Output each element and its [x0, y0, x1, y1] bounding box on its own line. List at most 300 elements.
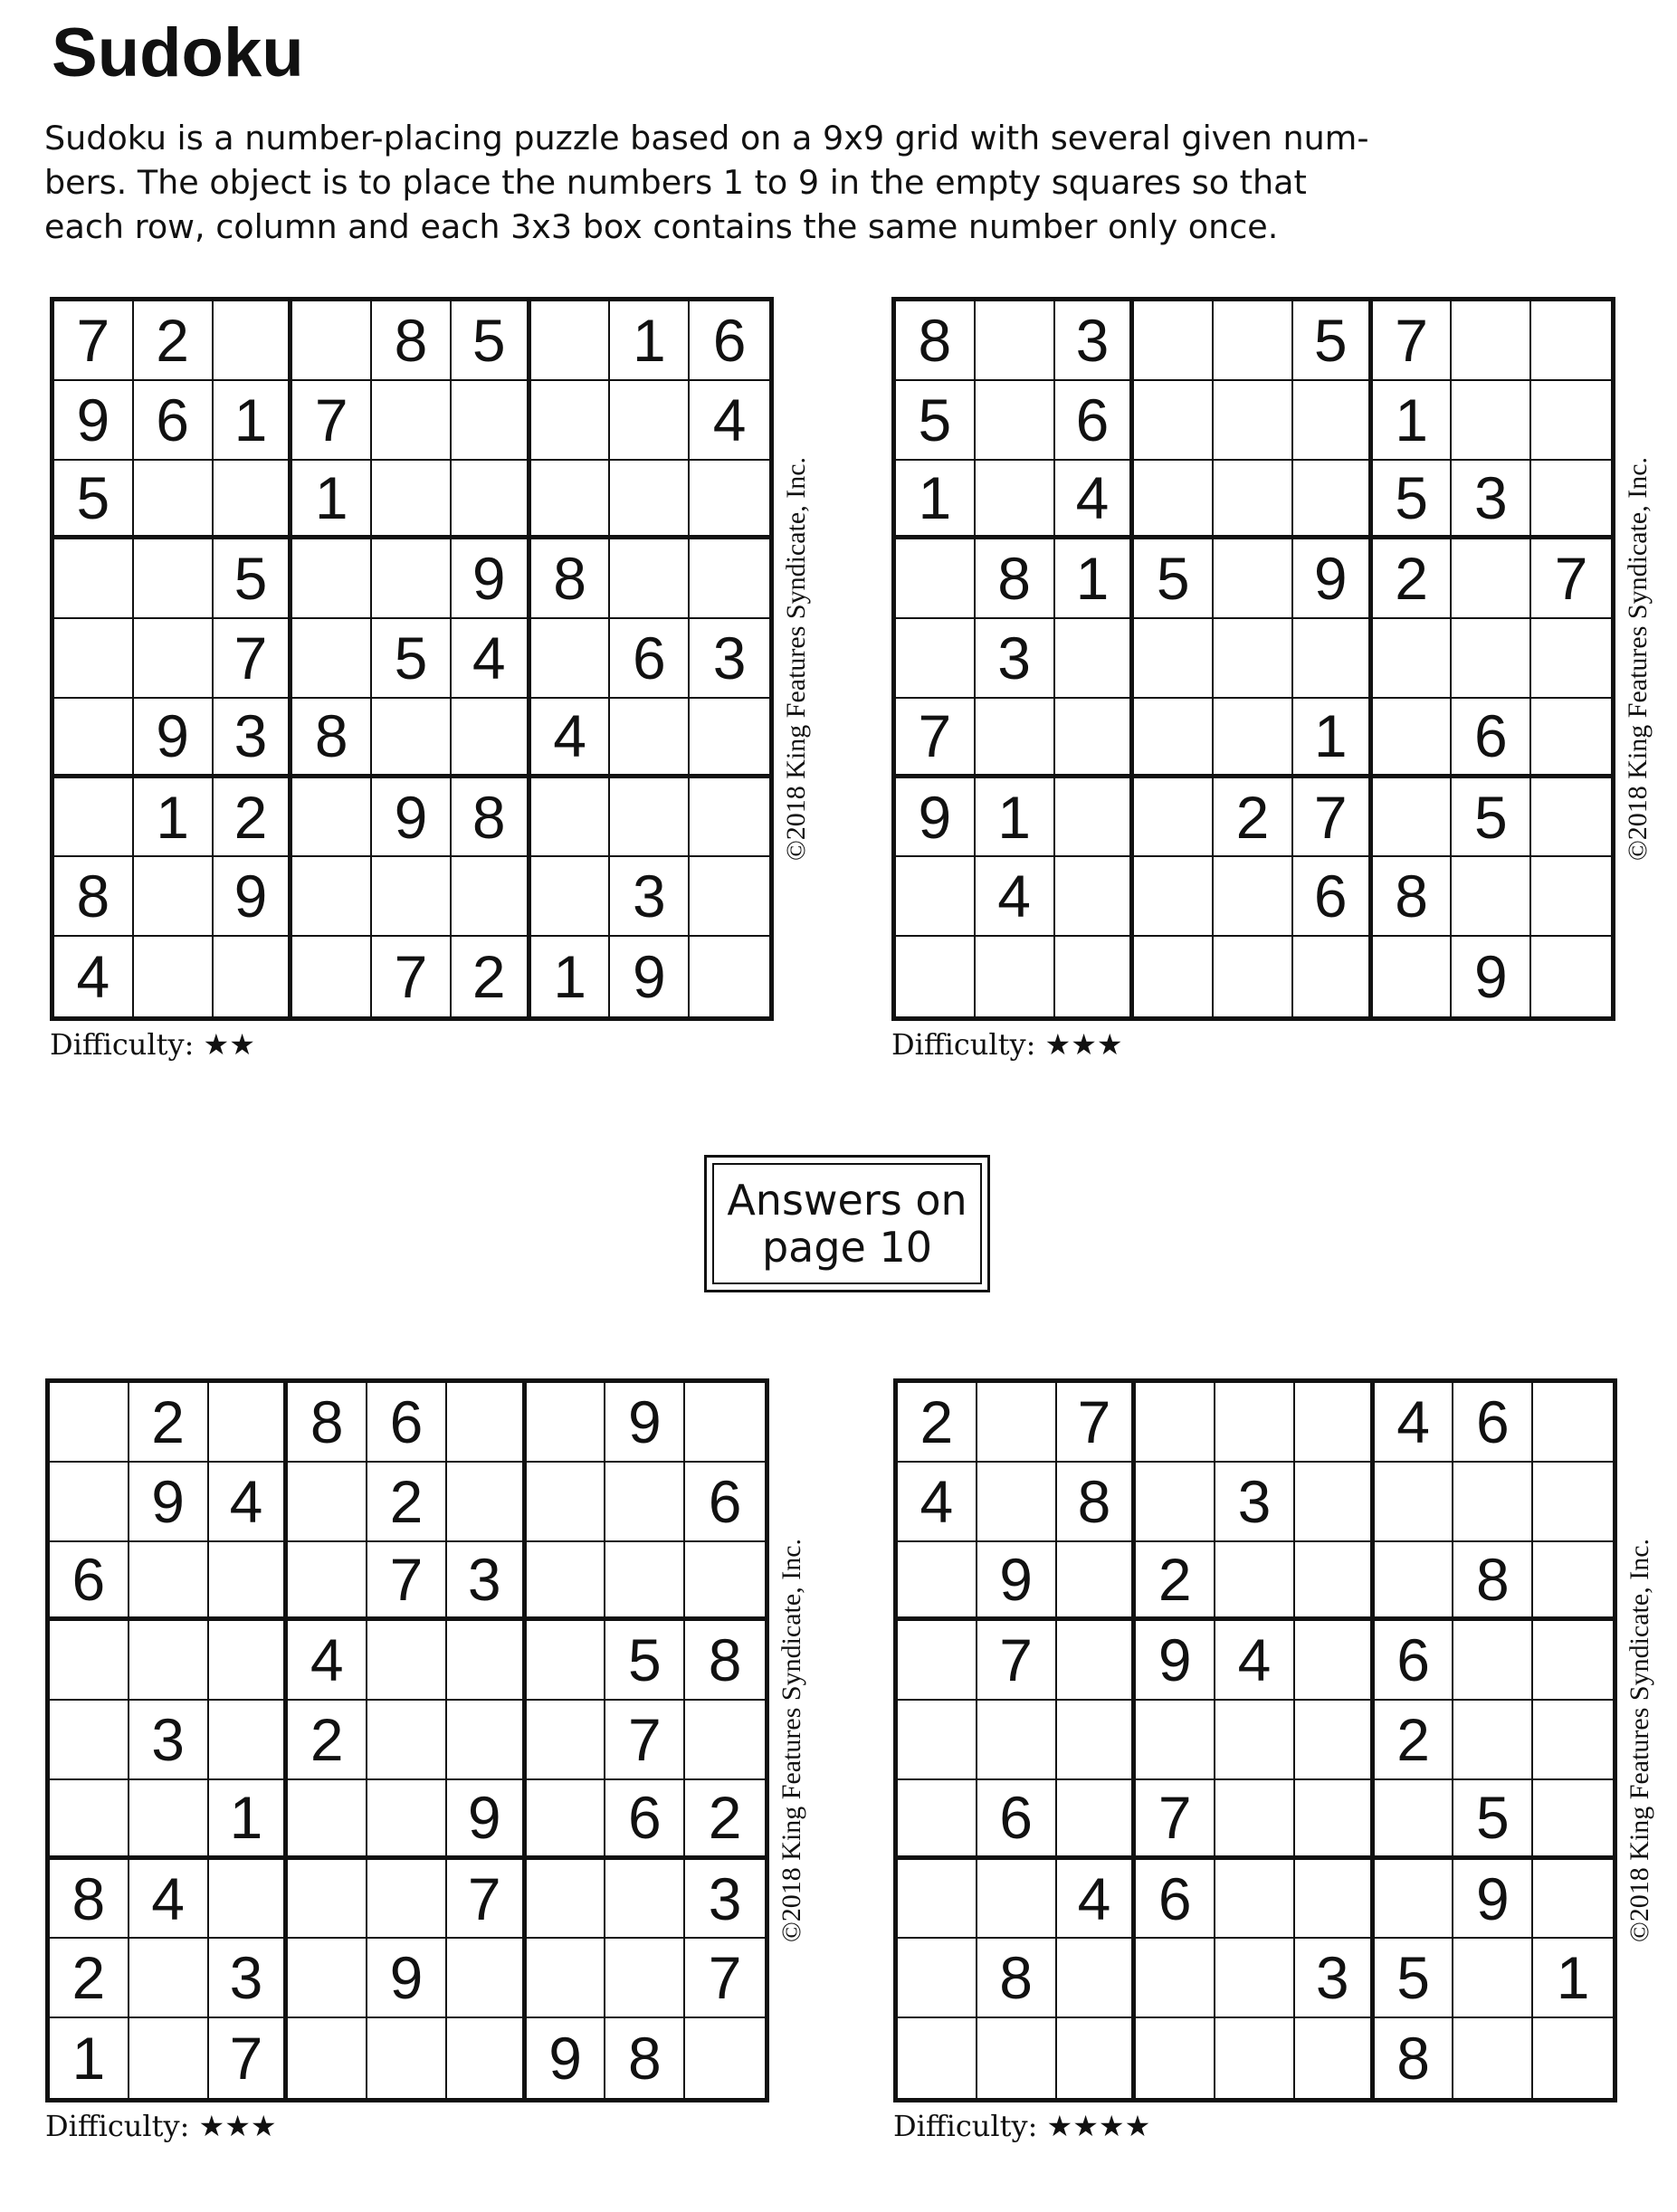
- sudoku-cell: [1136, 1463, 1215, 1542]
- sudoku-cell: [54, 778, 134, 858]
- copyright-text: ©2018 King Features Syndicate, Inc.: [781, 456, 811, 862]
- sudoku-cell: [447, 1621, 527, 1701]
- sudoku-cell: [292, 857, 372, 937]
- sudoku-cell: 3: [1055, 301, 1135, 381]
- sudoku-cell: [1295, 1701, 1375, 1780]
- sudoku-cell: [605, 1939, 685, 2018]
- sudoku-cell: [1375, 1860, 1454, 1940]
- sudoku-cell: [1531, 778, 1611, 858]
- sudoku-cell: 1: [209, 1780, 289, 1860]
- sudoku-cell: [685, 1383, 765, 1463]
- sudoku-cell: 2: [288, 1701, 367, 1780]
- sudoku-cell: [1375, 1463, 1454, 1542]
- sudoku-cell: 4: [898, 1463, 977, 1542]
- sudoku-puzzle-1: [50, 297, 815, 1066]
- sudoku-cell: [531, 381, 611, 461]
- sudoku-cell: [292, 619, 372, 699]
- sudoku-cell: [292, 301, 372, 381]
- sudoku-cell: [690, 937, 769, 1016]
- sudoku-cell: [527, 1463, 606, 1542]
- sudoku-cell: [1136, 1383, 1215, 1463]
- sudoku-cell: 1: [1373, 381, 1453, 461]
- sudoku-cell: 9: [1136, 1621, 1215, 1701]
- sudoku-cell: 9: [134, 699, 214, 778]
- copyright-text: ©2018 King Features Syndicate, Inc.: [1623, 456, 1653, 862]
- sudoku-cell: [1375, 1542, 1454, 1622]
- sudoku-cell: [1214, 461, 1293, 540]
- sudoku-cell: 9: [1452, 937, 1531, 1016]
- sudoku-cell: 7: [1531, 539, 1611, 619]
- sudoku-cell: [50, 1621, 129, 1701]
- answers-note-box: [704, 1155, 990, 1292]
- sudoku-cell: 7: [977, 1621, 1057, 1701]
- sudoku-cell: 3: [209, 1939, 289, 2018]
- sudoku-cell: [1452, 857, 1531, 937]
- sudoku-cell: [527, 1780, 606, 1860]
- sudoku-cell: [1295, 1542, 1375, 1622]
- sudoku-cell: [292, 937, 372, 1016]
- sudoku-cell: [1295, 1383, 1375, 1463]
- sudoku-cell: [1375, 1780, 1454, 1860]
- sudoku-cell: [1057, 1621, 1137, 1701]
- sudoku-cell: [605, 1860, 685, 1940]
- sudoku-cell: 9: [372, 778, 452, 858]
- sudoku-cell: [1293, 937, 1373, 1016]
- sudoku-cell: [452, 857, 531, 937]
- sudoku-cell: [54, 539, 134, 619]
- sudoku-cell: 6: [690, 301, 769, 381]
- sudoku-cell: 9: [54, 381, 134, 461]
- sudoku-cell: 7: [1373, 301, 1453, 381]
- sudoku-cell: 2: [50, 1939, 129, 2018]
- sudoku-cell: [685, 2018, 765, 2098]
- sudoku-cell: [1533, 1780, 1613, 1860]
- sudoku-cell: [1533, 2018, 1613, 2098]
- sudoku-cell: [976, 461, 1055, 540]
- sudoku-cell: 6: [605, 1780, 685, 1860]
- sudoku-cell: 4: [209, 1463, 289, 1542]
- sudoku-cell: [1214, 301, 1293, 381]
- sudoku-cell: [214, 937, 293, 1016]
- sudoku-cell: 2: [1373, 539, 1453, 619]
- sudoku-cell: [1533, 1621, 1613, 1701]
- sudoku-cell: [367, 1860, 447, 1940]
- sudoku-cell: [1055, 619, 1135, 699]
- sudoku-cell: 3: [214, 699, 293, 778]
- sudoku-cell: [447, 1701, 527, 1780]
- sudoku-cell: [1531, 619, 1611, 699]
- sudoku-cell: 1: [610, 301, 690, 381]
- sudoku-cell: [610, 461, 690, 540]
- sudoku-cell: 3: [447, 1542, 527, 1622]
- sudoku-cell: 9: [977, 1542, 1057, 1622]
- sudoku-cell: 1: [1293, 699, 1373, 778]
- sudoku-cell: 5: [54, 461, 134, 540]
- sudoku-cell: [288, 1860, 367, 1940]
- sudoku-cell: 6: [1375, 1621, 1454, 1701]
- sudoku-cell: [610, 539, 690, 619]
- sudoku-cell: 1: [134, 778, 214, 858]
- sudoku-cell: [896, 857, 976, 937]
- sudoku-cell: 8: [54, 857, 134, 937]
- sudoku-cell: [1293, 381, 1373, 461]
- sudoku-grid: [891, 297, 1615, 1021]
- sudoku-cell: [1214, 699, 1293, 778]
- sudoku-cell: [896, 539, 976, 619]
- sudoku-cell: [1214, 539, 1293, 619]
- sudoku-cell: [1215, 1860, 1295, 1940]
- sudoku-cell: [527, 1701, 606, 1780]
- sudoku-cell: [527, 1542, 606, 1622]
- sudoku-cell: 9: [452, 539, 531, 619]
- sudoku-cell: 6: [50, 1542, 129, 1622]
- sudoku-cell: 9: [447, 1780, 527, 1860]
- sudoku-cell: [129, 1621, 209, 1701]
- sudoku-cell: [134, 857, 214, 937]
- sudoku-cell: [372, 539, 452, 619]
- sudoku-cell: 7: [1293, 778, 1373, 858]
- sudoku-cell: 5: [1453, 1780, 1533, 1860]
- sudoku-cell: [690, 778, 769, 858]
- sudoku-cell: 5: [896, 381, 976, 461]
- sudoku-cell: 6: [1452, 699, 1531, 778]
- sudoku-cell: 1: [292, 461, 372, 540]
- sudoku-cell: [898, 1542, 977, 1622]
- sudoku-cell: 7: [372, 937, 452, 1016]
- sudoku-cell: 2: [452, 937, 531, 1016]
- sudoku-cell: [1533, 1860, 1613, 1940]
- sudoku-cell: [367, 1701, 447, 1780]
- sudoku-cell: [1453, 1621, 1533, 1701]
- sudoku-cell: [50, 1701, 129, 1780]
- sudoku-cell: [527, 1621, 606, 1701]
- sudoku-cell: [50, 1463, 129, 1542]
- sudoku-cell: 1: [976, 778, 1055, 858]
- sudoku-cell: [288, 1780, 367, 1860]
- sudoku-cell: [1134, 461, 1214, 540]
- sudoku-cell: 3: [1295, 1939, 1375, 2018]
- sudoku-puzzle-2: [891, 297, 1656, 1066]
- sudoku-cell: [1533, 1463, 1613, 1542]
- sudoku-cell: 7: [214, 619, 293, 699]
- sudoku-cell: [685, 1701, 765, 1780]
- sudoku-cell: 6: [1055, 381, 1135, 461]
- sudoku-cell: [976, 301, 1055, 381]
- sudoku-cell: 4: [976, 857, 1055, 937]
- sudoku-cell: 9: [1453, 1860, 1533, 1940]
- sudoku-cell: [54, 699, 134, 778]
- sudoku-cell: 4: [1375, 1383, 1454, 1463]
- sudoku-cell: [1055, 857, 1135, 937]
- sudoku-cell: [1531, 857, 1611, 937]
- sudoku-cell: 7: [367, 1542, 447, 1622]
- sudoku-cell: [531, 461, 611, 540]
- sudoku-cell: [372, 699, 452, 778]
- sudoku-cell: [1452, 619, 1531, 699]
- sudoku-cell: 3: [685, 1860, 765, 1940]
- sudoku-grid: [50, 297, 774, 1021]
- instructions: [44, 116, 1369, 249]
- sudoku-cell: 2: [1375, 1701, 1454, 1780]
- sudoku-cell: 4: [452, 619, 531, 699]
- difficulty-rating: Difficulty: ★★★★: [893, 2109, 1151, 2143]
- sudoku-cell: [292, 778, 372, 858]
- sudoku-cell: [977, 1463, 1057, 1542]
- sudoku-cell: [372, 381, 452, 461]
- sudoku-cell: [209, 1383, 289, 1463]
- sudoku-cell: [288, 1939, 367, 2018]
- sudoku-cell: [1215, 2018, 1295, 2098]
- sudoku-cell: 9: [896, 778, 976, 858]
- sudoku-cell: [452, 461, 531, 540]
- sudoku-cell: 8: [292, 699, 372, 778]
- sudoku-cell: [1531, 937, 1611, 1016]
- sudoku-cell: [977, 2018, 1057, 2098]
- sudoku-cell: [1055, 699, 1135, 778]
- sudoku-cell: [1215, 1939, 1295, 2018]
- sudoku-cell: 7: [685, 1939, 765, 2018]
- sudoku-cell: [898, 1701, 977, 1780]
- sudoku-cell: [1533, 1383, 1613, 1463]
- sudoku-cell: [976, 381, 1055, 461]
- sudoku-cell: 7: [209, 2018, 289, 2098]
- sudoku-cell: [1057, 1542, 1137, 1622]
- sudoku-cell: 9: [527, 2018, 606, 2098]
- sudoku-cell: 6: [610, 619, 690, 699]
- sudoku-cell: 4: [690, 381, 769, 461]
- sudoku-cell: [129, 2018, 209, 2098]
- sudoku-cell: [447, 2018, 527, 2098]
- answers-note-line: Answers on: [727, 1176, 967, 1225]
- sudoku-cell: [1453, 1463, 1533, 1542]
- sudoku-cell: [1055, 937, 1135, 1016]
- sudoku-cell: [288, 1463, 367, 1542]
- sudoku-cell: 4: [1055, 461, 1135, 540]
- sudoku-cell: 5: [214, 539, 293, 619]
- sudoku-cell: 6: [1453, 1383, 1533, 1463]
- sudoku-cell: 5: [1134, 539, 1214, 619]
- sudoku-cell: [977, 1701, 1057, 1780]
- sudoku-cell: [1293, 619, 1373, 699]
- sudoku-cell: [527, 1939, 606, 2018]
- sudoku-cell: [1055, 778, 1135, 858]
- sudoku-cell: 3: [1452, 461, 1531, 540]
- difficulty-rating: Difficulty: ★★: [50, 1027, 255, 1062]
- sudoku-cell: [605, 1542, 685, 1622]
- sudoku-grid: [893, 1378, 1617, 2102]
- sudoku-cell: 1: [1055, 539, 1135, 619]
- sudoku-cell: [685, 1542, 765, 1622]
- sudoku-cell: [134, 539, 214, 619]
- sudoku-cell: 4: [54, 937, 134, 1016]
- sudoku-cell: [1136, 2018, 1215, 2098]
- instructions-line: bers. The object is to place the numbers 1 to 9 in the empty squares so that: [44, 163, 1307, 202]
- copyright-text: ©2018 King Features Syndicate, Inc.: [1625, 1538, 1654, 1943]
- sudoku-cell: [214, 461, 293, 540]
- sudoku-cell: [1295, 1463, 1375, 1542]
- sudoku-cell: [898, 1939, 977, 2018]
- sudoku-cell: [527, 1860, 606, 1940]
- sudoku-cell: [134, 937, 214, 1016]
- sudoku-cell: [1295, 1621, 1375, 1701]
- sudoku-cell: [531, 857, 611, 937]
- sudoku-cell: [447, 1383, 527, 1463]
- sudoku-cell: [288, 2018, 367, 2098]
- sudoku-cell: 1: [1533, 1939, 1613, 2018]
- sudoku-cell: 7: [1136, 1780, 1215, 1860]
- sudoku-cell: [1215, 1542, 1295, 1622]
- sudoku-cell: [214, 301, 293, 381]
- sudoku-cell: 4: [129, 1860, 209, 1940]
- sudoku-cell: [1134, 699, 1214, 778]
- sudoku-cell: 2: [367, 1463, 447, 1542]
- sudoku-cell: 8: [1453, 1542, 1533, 1622]
- sudoku-cell: [367, 1621, 447, 1701]
- sudoku-cell: [690, 699, 769, 778]
- sudoku-cell: 3: [976, 619, 1055, 699]
- sudoku-cell: [690, 857, 769, 937]
- sudoku-cell: 9: [129, 1463, 209, 1542]
- copyright-text: ©2018 King Features Syndicate, Inc.: [777, 1538, 806, 1943]
- instructions-line: each row, column and each 3x3 box contains the same number only once.: [44, 207, 1279, 246]
- sudoku-cell: [976, 699, 1055, 778]
- sudoku-cell: [1295, 1780, 1375, 1860]
- sudoku-cell: [1293, 461, 1373, 540]
- sudoku-cell: 9: [610, 937, 690, 1016]
- sudoku-cell: 7: [54, 301, 134, 381]
- sudoku-cell: [1215, 1780, 1295, 1860]
- sudoku-cell: 8: [896, 301, 976, 381]
- sudoku-cell: 7: [605, 1701, 685, 1780]
- sudoku-cell: [209, 1860, 289, 1940]
- sudoku-cell: [610, 381, 690, 461]
- sudoku-cell: 9: [214, 857, 293, 937]
- sudoku-cell: [976, 937, 1055, 1016]
- sudoku-cell: [1373, 778, 1453, 858]
- sudoku-cell: [50, 1383, 129, 1463]
- sudoku-cell: [1453, 1701, 1533, 1780]
- sudoku-cell: [1531, 699, 1611, 778]
- sudoku-cell: [372, 857, 452, 937]
- sudoku-cell: [134, 619, 214, 699]
- answers-note-line: page 10: [761, 1223, 933, 1272]
- sudoku-cell: 2: [1136, 1542, 1215, 1622]
- sudoku-cell: [129, 1542, 209, 1622]
- sudoku-cell: 8: [531, 539, 611, 619]
- sudoku-cell: [1214, 381, 1293, 461]
- sudoku-cell: [531, 301, 611, 381]
- sudoku-cell: 2: [685, 1780, 765, 1860]
- sudoku-cell: [898, 1860, 977, 1940]
- sudoku-puzzle-4: [893, 1378, 1658, 2148]
- sudoku-cell: [372, 461, 452, 540]
- sudoku-cell: 8: [288, 1383, 367, 1463]
- sudoku-cell: 9: [367, 1939, 447, 2018]
- sudoku-cell: 1: [50, 2018, 129, 2098]
- sudoku-cell: [1134, 778, 1214, 858]
- sudoku-cell: 9: [1293, 539, 1373, 619]
- sudoku-cell: [447, 1463, 527, 1542]
- sudoku-cell: [531, 619, 611, 699]
- sudoku-cell: 2: [129, 1383, 209, 1463]
- sudoku-cell: 3: [690, 619, 769, 699]
- sudoku-cell: [690, 539, 769, 619]
- sudoku-cell: 4: [531, 699, 611, 778]
- sudoku-puzzle-3: [45, 1378, 810, 2148]
- sudoku-cell: [447, 1939, 527, 2018]
- sudoku-cell: [1373, 937, 1453, 1016]
- difficulty-rating: Difficulty: ★★★: [891, 1027, 1123, 1062]
- sudoku-cell: [367, 1780, 447, 1860]
- sudoku-cell: [977, 1383, 1057, 1463]
- sudoku-cell: [896, 937, 976, 1016]
- sudoku-cell: [690, 461, 769, 540]
- sudoku-cell: 5: [1452, 778, 1531, 858]
- sudoku-cell: [898, 1621, 977, 1701]
- sudoku-cell: [977, 1860, 1057, 1940]
- sudoku-cell: [1057, 1780, 1137, 1860]
- sudoku-cell: 8: [452, 778, 531, 858]
- sudoku-cell: 8: [976, 539, 1055, 619]
- sudoku-cell: [1531, 381, 1611, 461]
- sudoku-cell: 2: [134, 301, 214, 381]
- sudoku-cell: [1134, 937, 1214, 1016]
- sudoku-cell: [1057, 2018, 1137, 2098]
- sudoku-cell: [209, 1701, 289, 1780]
- sudoku-cell: [531, 778, 611, 858]
- sudoku-cell: 4: [1215, 1621, 1295, 1701]
- sudoku-cell: [1533, 1542, 1613, 1622]
- sudoku-cell: 3: [129, 1701, 209, 1780]
- sudoku-cell: 4: [288, 1621, 367, 1701]
- sudoku-cell: [1134, 619, 1214, 699]
- sudoku-cell: 7: [1057, 1383, 1137, 1463]
- page-title: Sudoku: [52, 14, 304, 91]
- sudoku-cell: 1: [531, 937, 611, 1016]
- sudoku-cell: [1533, 1701, 1613, 1780]
- sudoku-grid: [45, 1378, 769, 2102]
- sudoku-cell: [129, 1939, 209, 2018]
- answers-note: [712, 1163, 982, 1284]
- sudoku-cell: 5: [1375, 1939, 1454, 2018]
- sudoku-cell: 6: [685, 1463, 765, 1542]
- sudoku-cell: 2: [898, 1383, 977, 1463]
- sudoku-cell: 9: [605, 1383, 685, 1463]
- sudoku-cell: [1531, 301, 1611, 381]
- sudoku-cell: [1453, 2018, 1533, 2098]
- sudoku-cell: [452, 381, 531, 461]
- sudoku-cell: [1214, 857, 1293, 937]
- sudoku-cell: 8: [372, 301, 452, 381]
- sudoku-cell: [209, 1542, 289, 1622]
- sudoku-cell: [1452, 539, 1531, 619]
- instructions-line: Sudoku is a number-placing puzzle based on a 9x9 grid with several given num-: [44, 119, 1369, 157]
- sudoku-cell: [288, 1542, 367, 1622]
- sudoku-cell: 6: [977, 1780, 1057, 1860]
- sudoku-cell: 6: [1136, 1860, 1215, 1940]
- sudoku-cell: [367, 2018, 447, 2098]
- sudoku-cell: 2: [214, 778, 293, 858]
- sudoku-cell: [1057, 1939, 1137, 2018]
- sudoku-cell: 1: [896, 461, 976, 540]
- sudoku-cell: [50, 1780, 129, 1860]
- sudoku-cell: [1214, 937, 1293, 1016]
- sudoku-cell: 4: [1057, 1860, 1137, 1940]
- sudoku-cell: [1214, 619, 1293, 699]
- sudoku-cell: [54, 619, 134, 699]
- sudoku-cell: [1057, 1701, 1137, 1780]
- sudoku-cell: [1136, 1701, 1215, 1780]
